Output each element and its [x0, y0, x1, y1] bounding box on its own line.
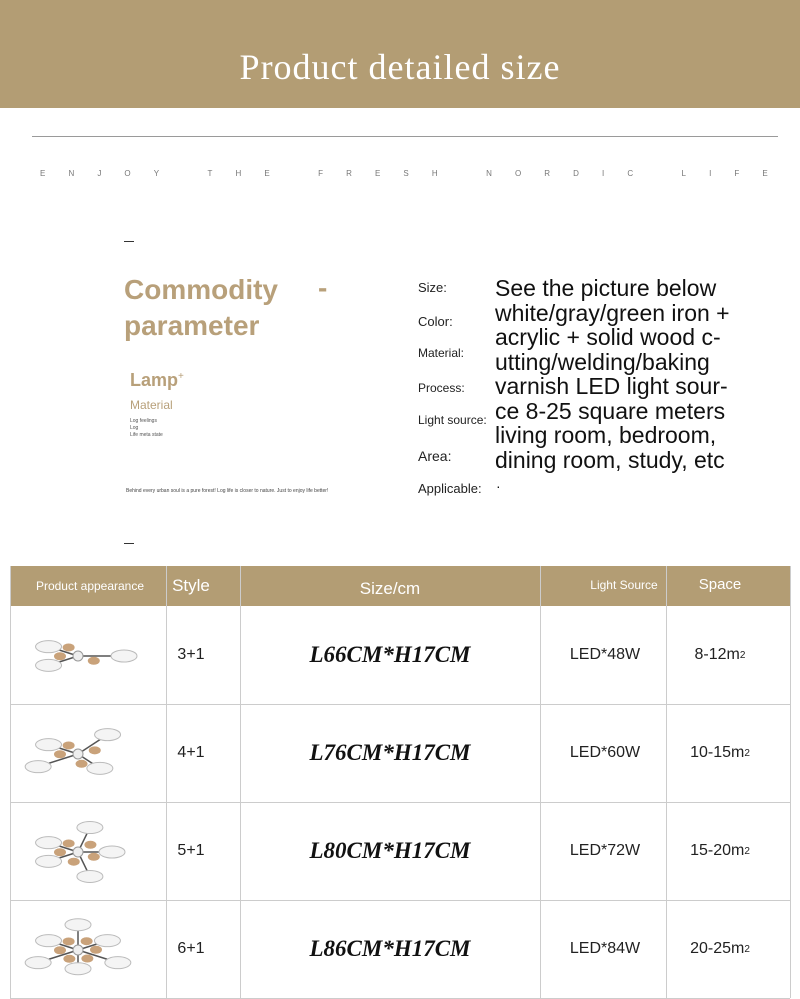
- tagline: [40, 169, 768, 178]
- lamp-shade: [36, 935, 62, 947]
- lamp-illustration: [10, 802, 165, 900]
- wood-accent: [89, 746, 101, 754]
- tagline-letter: O: [124, 169, 131, 178]
- lamp-hub: [73, 749, 83, 759]
- grid-line: [666, 566, 667, 998]
- small-line: Log feelings: [130, 418, 157, 424]
- grid-line: [166, 566, 167, 998]
- tagline-letter: C: [627, 169, 634, 178]
- commodity-title: [124, 272, 278, 344]
- lamp-illustration: [10, 606, 165, 704]
- commodity-title-line1: Commodity: [124, 274, 278, 305]
- lamp-heading: [130, 370, 184, 391]
- lamp-shade: [87, 762, 113, 774]
- light-cell: LED*72W: [569, 842, 641, 859]
- wood-accent: [63, 839, 75, 847]
- wood-accent: [63, 741, 75, 749]
- lamp-shade: [36, 855, 62, 867]
- wood-accent: [81, 955, 93, 963]
- lamp-text: Lamp: [130, 370, 179, 390]
- header-space: Space: [698, 576, 742, 593]
- tagline-letter: O: [514, 169, 522, 178]
- table-row: [10, 802, 790, 901]
- lamp-shade: [36, 641, 62, 653]
- tagline-letter: N: [68, 169, 75, 178]
- header-product-appearance: Product appearance: [35, 579, 145, 593]
- space-value: 20-25m: [690, 940, 745, 957]
- wood-accent: [88, 853, 100, 861]
- space-cell: [670, 704, 770, 802]
- tagline-letter: H: [431, 169, 438, 178]
- tagline-letter: D: [573, 169, 579, 178]
- header-light-source: Light Source: [590, 578, 658, 592]
- material-heading: Material: [130, 398, 173, 412]
- param-label-size: Size:: [418, 280, 447, 295]
- tagline-letter: R: [544, 169, 551, 178]
- param-label-process: Process:: [418, 381, 465, 395]
- wood-accent: [68, 858, 80, 866]
- tagline-letter: [461, 169, 463, 178]
- wood-accent: [54, 946, 66, 954]
- tagline-letter: E: [374, 169, 381, 178]
- light-cell: LED*60W: [569, 744, 641, 761]
- light-cell: LED*84W: [569, 940, 641, 957]
- tagline-letter: E: [40, 169, 46, 178]
- wood-accent: [76, 760, 88, 768]
- space-unit-sup: 2: [744, 747, 750, 759]
- commodity-title-line2: parameter: [124, 310, 260, 341]
- lamp-shade: [65, 919, 91, 931]
- tagline-letter: [656, 169, 658, 178]
- grid-line: [540, 566, 541, 998]
- param-label-applicable: Applicable:: [418, 481, 482, 496]
- lamp-shade: [77, 870, 103, 882]
- tagline-letter: S: [403, 169, 409, 178]
- lamp-shade: [94, 935, 120, 947]
- wood-accent: [63, 955, 75, 963]
- wood-accent: [63, 937, 75, 945]
- lamp-shade: [95, 729, 121, 741]
- style-cell: 3+1: [177, 646, 205, 663]
- wood-accent: [88, 657, 100, 665]
- tagline-letter: Y: [153, 169, 160, 178]
- lamp-hub: [73, 847, 83, 857]
- size-cell: L66CM*H17CM: [309, 642, 471, 667]
- param-label-color: Color:: [418, 314, 453, 329]
- wood-accent: [54, 848, 66, 856]
- lamp-hub: [73, 651, 83, 661]
- size-cell: L80CM*H17CM: [309, 838, 471, 863]
- lamp-shade: [36, 739, 62, 751]
- wood-accent: [63, 643, 75, 651]
- lamp-shade: [36, 659, 62, 671]
- lamp-shade: [25, 957, 51, 969]
- tagline-letter: R: [346, 169, 352, 178]
- space-value: 8-12m: [694, 646, 740, 663]
- small-line: Log: [130, 425, 139, 431]
- tagline-letter: F: [318, 169, 324, 178]
- table-header: [10, 566, 790, 606]
- header-style: Style: [172, 576, 210, 595]
- param-label-material: Material:: [418, 346, 465, 360]
- size-cell: L76CM*H17CM: [309, 740, 471, 765]
- tagline-letter: [182, 169, 184, 178]
- wood-accent: [54, 652, 66, 660]
- tagline-letter: N: [486, 169, 492, 178]
- lamp-shade: [36, 837, 62, 849]
- lamp-illustration: [10, 900, 165, 998]
- param-trailing-dot: ·: [496, 478, 501, 494]
- dash-mark: [124, 241, 134, 242]
- lamp-shade: [77, 822, 103, 834]
- space-unit-sup: 2: [744, 845, 750, 857]
- space-cell: [670, 606, 770, 704]
- lamp-illustration: [10, 704, 165, 802]
- grid-line: [10, 566, 11, 998]
- space-unit-sup: 2: [744, 943, 750, 955]
- param-label-area: Area:: [418, 448, 452, 464]
- lamp-sup: +: [178, 371, 184, 382]
- table-row: [10, 900, 790, 999]
- lamp-shade: [111, 650, 137, 662]
- header-banner: [0, 0, 800, 108]
- table-row: [10, 606, 790, 705]
- space-cell: [670, 900, 770, 998]
- grid-line: [240, 566, 241, 998]
- wood-accent: [81, 937, 93, 945]
- light-cell: LED*48W: [569, 646, 641, 663]
- wood-accent: [90, 946, 102, 954]
- param-label-light-source: Light source:: [418, 413, 487, 427]
- blurb-text: Behind every urban soul is a pure forest! Log life is closer to nature. Just to enjoy life better!: [126, 488, 329, 494]
- param-values: See the picture below white/gray/green iron + acrylic + solid wood c- utting/welding/baking varnish LED light sour- ce 8-25 square meters living room, bedroom, dining room, study, etc: [495, 275, 730, 473]
- grid-line: [790, 566, 791, 998]
- tagline-letter: I: [602, 169, 605, 178]
- wood-accent: [54, 750, 66, 758]
- tagline-letter: F: [734, 169, 740, 178]
- tagline-letter: E: [264, 169, 270, 178]
- style-cell: 5+1: [177, 842, 205, 859]
- space-cell: [670, 802, 770, 900]
- tagline-letter: I: [709, 169, 712, 178]
- style-cell: 6+1: [177, 940, 205, 957]
- tagline-letter: T: [207, 169, 213, 178]
- wood-accent: [84, 841, 96, 849]
- size-cell: L86CM*H17CM: [309, 936, 471, 961]
- tagline-letter: E: [762, 169, 768, 178]
- style-cell: 4+1: [177, 744, 205, 761]
- lamp-shade: [105, 957, 131, 969]
- dash-mark: [124, 543, 134, 544]
- small-line: Life meta state: [130, 432, 163, 438]
- lamp-shade: [99, 846, 125, 858]
- lamp-shade: [65, 963, 91, 975]
- tagline-letter: H: [235, 169, 242, 178]
- page-title: Product detailed size: [239, 47, 561, 87]
- header-size: Size/cm: [359, 579, 421, 598]
- tagline-letter: L: [681, 169, 686, 178]
- space-unit-sup: 2: [739, 649, 746, 661]
- space-value: 15-20m: [690, 842, 745, 859]
- tagline-letter: [293, 169, 295, 178]
- lamp-shade: [25, 761, 51, 773]
- commodity-title-dash: -: [318, 272, 328, 303]
- tagline-letter: J: [97, 169, 102, 178]
- table-row: [10, 704, 790, 803]
- lamp-hub: [73, 945, 83, 955]
- space-value: 10-15m: [690, 744, 745, 761]
- divider: [32, 136, 778, 137]
